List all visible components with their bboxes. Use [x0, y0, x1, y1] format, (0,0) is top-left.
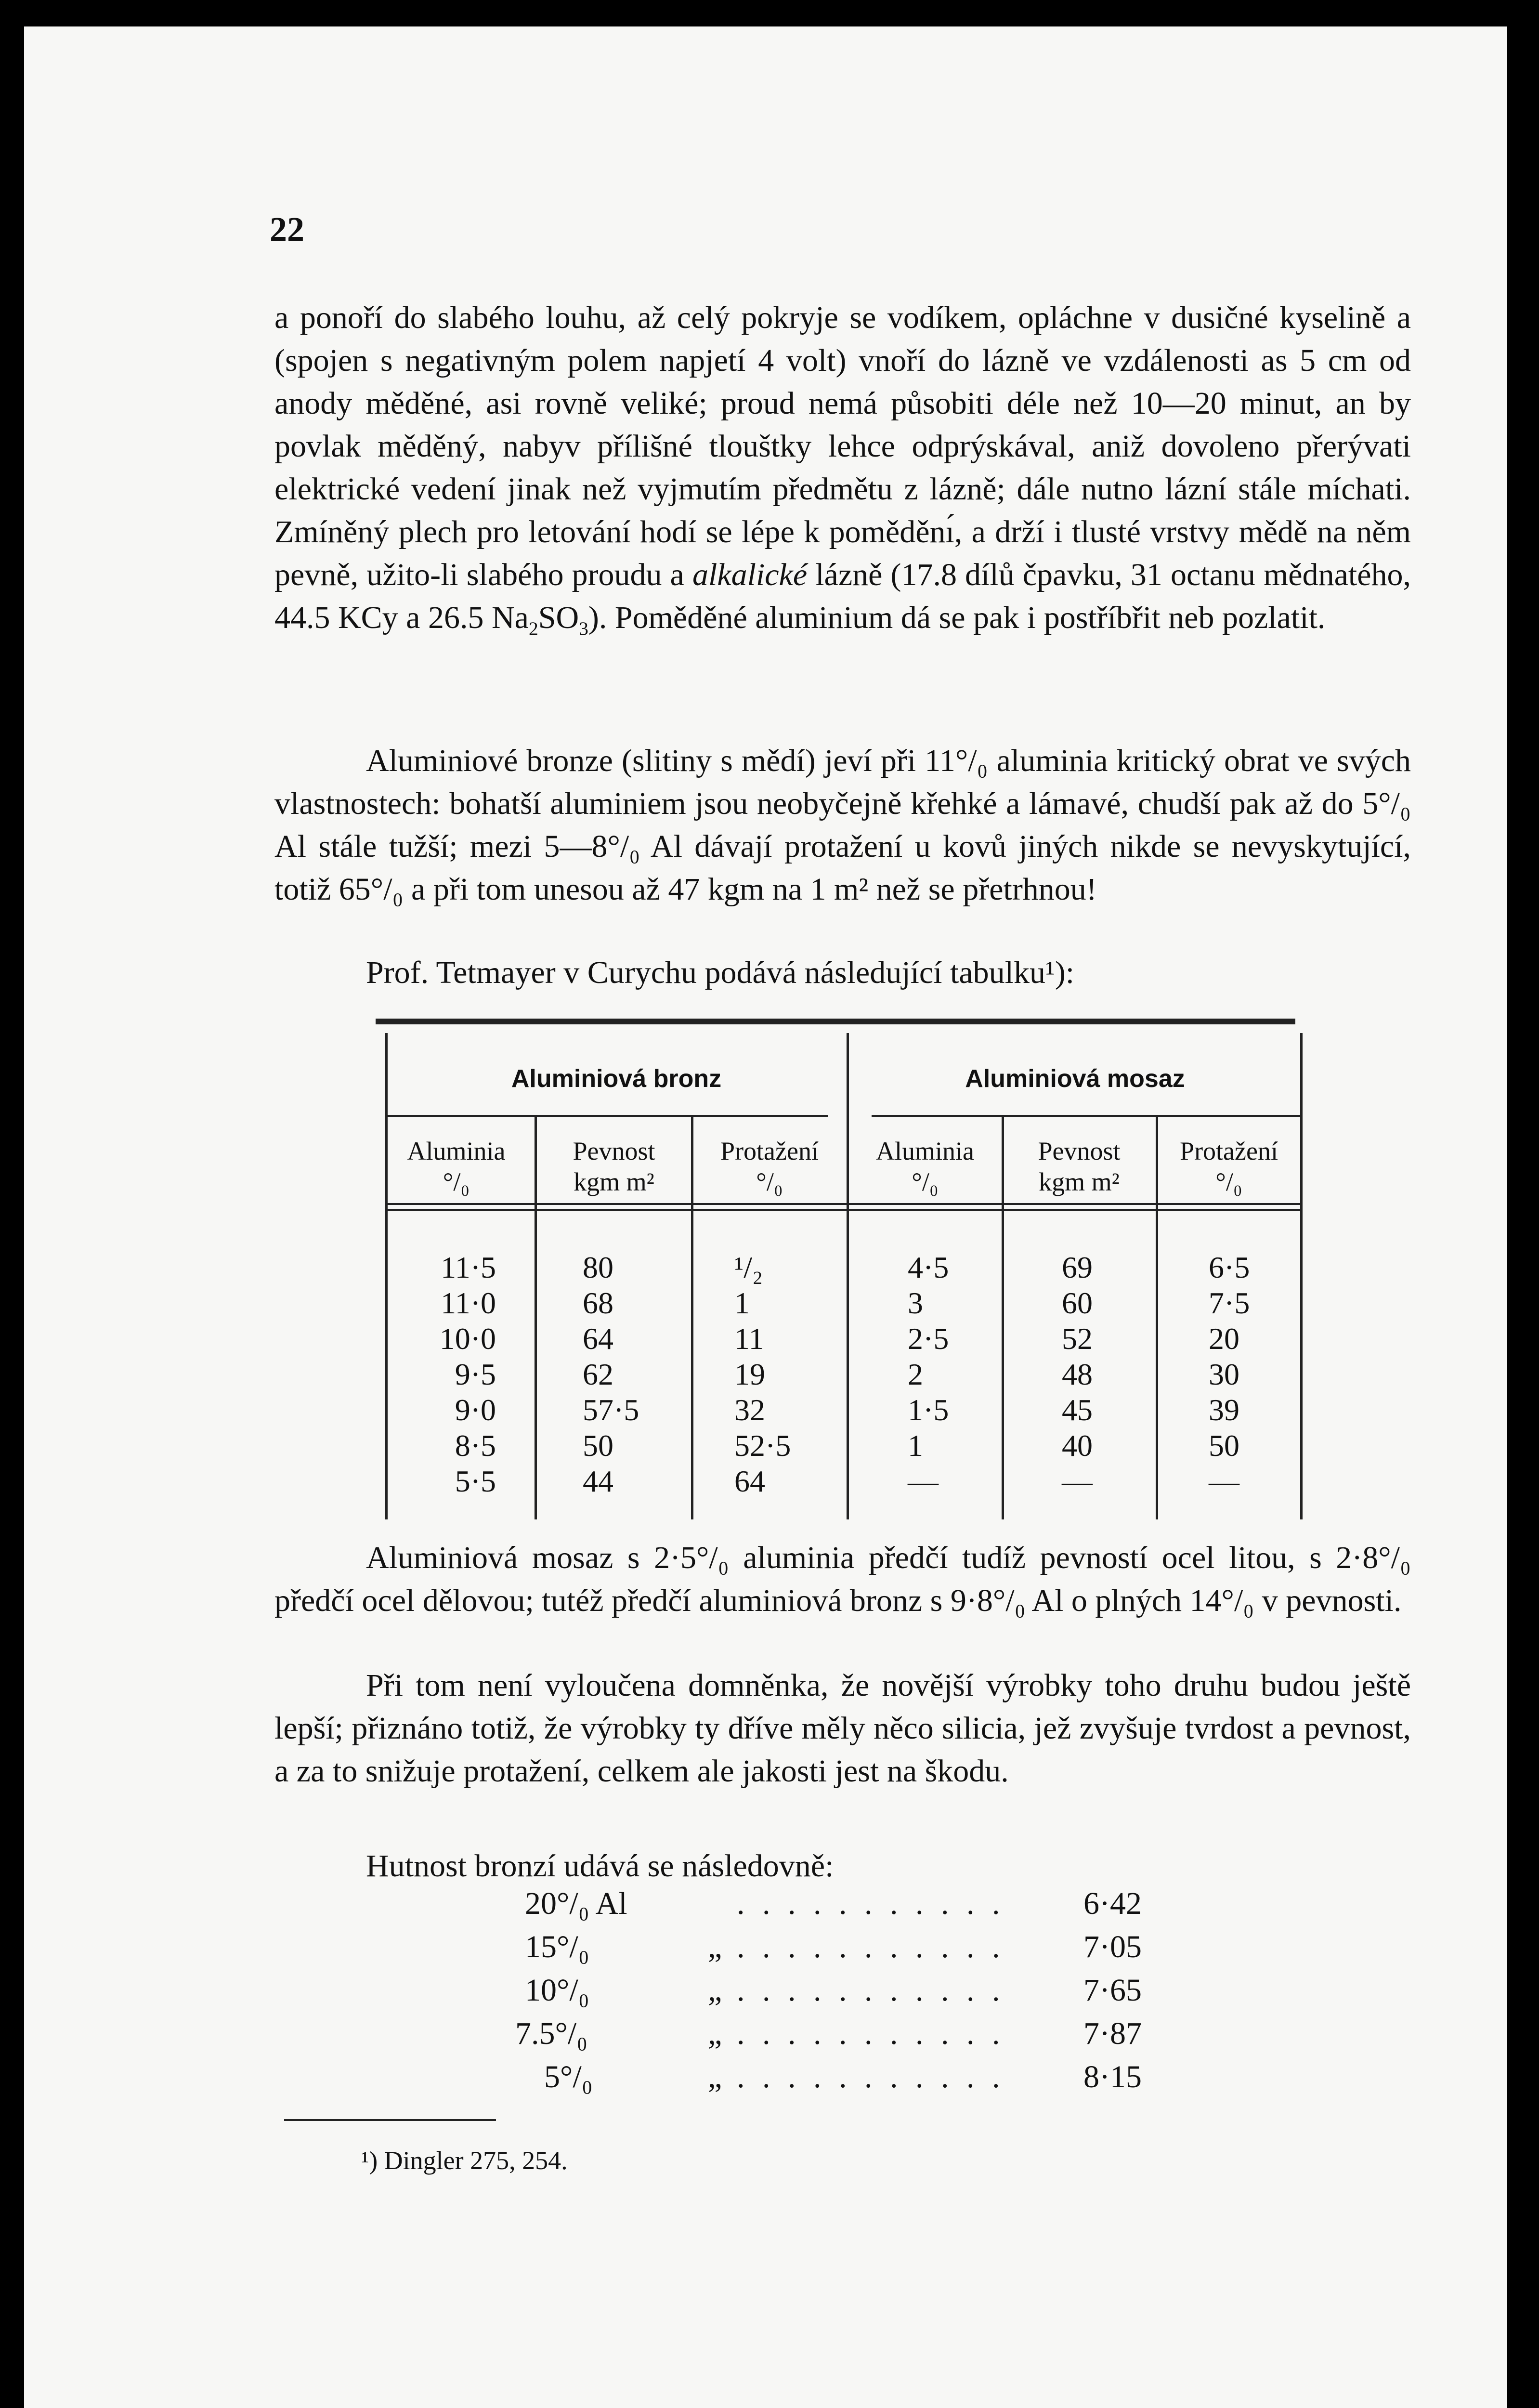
- cell: 32: [734, 1393, 765, 1427]
- cell: 64: [583, 1322, 613, 1356]
- col-bronz-pevnost: [583, 1250, 669, 1499]
- p2-text: Aluminiové bronze (slitiny s mědí) jeví při 11°/₀ aluminia kritický obrat ve svých vlastnostech: bohatší aluminiem jsou neobyčejně křehké a lámavé, chudší pak až do 5°/₀ Al stále tužší; mezi 5—8°/₀ Al dávají protažení u kovů jiných nikde se nevyskytující, totiž 65°/₀ a při tom unesou až 47 kgm na 1 m² než se přetrhnou!: [274, 743, 1411, 907]
- header-top: Aluminia: [876, 1137, 974, 1165]
- p1-italic: alkalické: [692, 557, 808, 592]
- cell: 8·5: [455, 1428, 496, 1463]
- leader-dots: . . . . . . . . . . .: [737, 2059, 1005, 2094]
- cell: 19: [734, 1357, 765, 1391]
- cell: 1·5: [908, 1393, 949, 1427]
- cell: 69: [1062, 1250, 1093, 1284]
- leader-dots: . . . . . . . . . . .: [737, 1929, 1005, 1964]
- cell: 3: [908, 1286, 923, 1320]
- paragraph-1: [274, 296, 1411, 639]
- density-label: 5°/₀: [544, 2059, 593, 2094]
- cell: 6·5: [1209, 1250, 1250, 1284]
- p5-text: Při tom není vyloučena domněnka, že novější výrobky toho druhu budou ještě lepší; přiznáno totiž, že výrobky ty dříve měly něco silicia, jež zvyšuje tvrdost a pevnost, a za to snižuje protažení, celkem ale jakosti jest na škodu.: [274, 1668, 1411, 1789]
- cell: 11·0: [441, 1286, 496, 1320]
- scanned-page: [24, 26, 1507, 2408]
- cell: 44: [583, 1464, 613, 1498]
- cell: 10·0: [439, 1322, 496, 1356]
- cell: 57·5: [583, 1393, 639, 1427]
- header-bottom: °/₀: [1215, 1167, 1242, 1196]
- cell: 80: [583, 1250, 613, 1284]
- tetmayer-table: [342, 1019, 1305, 1519]
- col-mosaz-protazeni: [1209, 1250, 1295, 1499]
- paragraph-6: [274, 1845, 1411, 1887]
- cell: 1: [734, 1286, 750, 1320]
- leader-dots: . . . . . . . . . . .: [737, 1973, 1005, 2008]
- density-value: 6·42: [1083, 1886, 1142, 1921]
- density-row: [506, 1885, 1180, 1924]
- density-value: 7·65: [1083, 1973, 1142, 2008]
- cell: 64: [734, 1464, 765, 1498]
- ditto-mark: „: [708, 2059, 722, 2094]
- col-header-bronz-aluminia: [376, 1136, 537, 1197]
- col-header-bronz-protazeni: [692, 1136, 847, 1197]
- density-value: 7·05: [1083, 1929, 1142, 1964]
- table-header-rule: [385, 1209, 1303, 1211]
- cell: 7·5: [1209, 1286, 1250, 1320]
- p4-text: Aluminiová mosaz s 2·5°/₀ aluminia předčí tudíž pevností ocel litou, s 2·8°/₀ předčí ocel dělovou; tutéž předčí aluminiová bronz s 9·8°/₀ Al o plných 14°/₀ v pevnosti.: [274, 1540, 1411, 1618]
- paragraph-3: [274, 951, 1411, 994]
- table-header-rule: [385, 1203, 1303, 1205]
- cell: 68: [583, 1286, 613, 1320]
- col-header-mosaz-protazeni: [1157, 1136, 1301, 1197]
- p3-text: Prof. Tetmayer v Curychu podává následující tabulku¹):: [366, 955, 1075, 990]
- cell: 62: [583, 1357, 613, 1391]
- cell: 20: [1209, 1322, 1239, 1356]
- density-label: 10°/₀: [525, 1973, 589, 2008]
- density-label: 7.5°/₀: [515, 2016, 588, 2051]
- table-group-divider: [847, 1033, 849, 1519]
- ditto-mark: „: [708, 2016, 722, 2051]
- cell: 1: [908, 1428, 923, 1463]
- density-label: 20°/₀ Al: [525, 1886, 627, 1921]
- leader-dots: . . . . . . . . . . .: [737, 2016, 1005, 2051]
- footnote-rule: [284, 2119, 496, 2121]
- table-top-rule: [376, 1019, 1295, 1024]
- cell: 11: [734, 1322, 764, 1356]
- cell: 48: [1062, 1357, 1093, 1391]
- table-group-rule: [872, 1115, 1300, 1117]
- header-top: Aluminia: [407, 1137, 506, 1165]
- col-header-bronz-pevnost: [537, 1136, 691, 1197]
- header-top: Pevnost: [1038, 1137, 1121, 1165]
- cell: ¹/₂: [734, 1250, 763, 1284]
- col-bronz-aluminia: [429, 1250, 496, 1499]
- ditto-mark: „: [708, 1929, 722, 1964]
- group-header-bronz: Aluminiová bronz: [511, 1065, 722, 1093]
- leader-dots: . . . . . . . . . . .: [737, 1886, 1005, 1921]
- cell: 50: [1209, 1428, 1239, 1463]
- ditto-mark: „: [708, 1973, 722, 2008]
- cell: —: [908, 1464, 939, 1498]
- cell: 9·0: [455, 1393, 496, 1427]
- p6-text: Hutnost bronzí udává se následovně:: [366, 1848, 834, 1884]
- header-top: Protažení: [720, 1137, 819, 1165]
- header-bottom: °/₀: [756, 1167, 783, 1196]
- page-number: 22: [270, 210, 304, 249]
- p1-sub1: 2: [528, 618, 538, 640]
- col-header-mosaz-aluminia: [848, 1136, 1002, 1197]
- header-top: Pevnost: [573, 1137, 655, 1165]
- cell: 52: [1062, 1322, 1093, 1356]
- group-header-mosaz: Aluminiová mosaz: [965, 1065, 1185, 1093]
- table-left-border: [385, 1033, 388, 1519]
- p1-sub2: 3: [579, 618, 588, 640]
- cell: 30: [1209, 1357, 1239, 1391]
- cell: —: [1062, 1464, 1093, 1498]
- density-row: [506, 2015, 1180, 2054]
- cell: 60: [1062, 1286, 1093, 1320]
- p1-after: lázně (17.8 dílů čpavku, 31 octanu mědnatého, 44.5 KCy a 26.5 Na: [274, 557, 1411, 635]
- cell: 52·5: [734, 1428, 791, 1463]
- cell: 11·5: [441, 1250, 496, 1284]
- cell: 50: [583, 1428, 613, 1463]
- cell: 9·5: [455, 1357, 496, 1391]
- paragraph-2: [274, 739, 1411, 911]
- density-row: [506, 2059, 1180, 2097]
- col-mosaz-aluminia: [908, 1250, 994, 1499]
- cell: 2: [908, 1357, 923, 1391]
- density-value: 8·15: [1083, 2059, 1142, 2094]
- p1-mid: SO: [538, 600, 579, 635]
- cell: 4·5: [908, 1250, 949, 1284]
- header-bottom: °/₀: [443, 1167, 470, 1196]
- p1-text: a ponoří do slabého louhu, až celý pokryje se vodíkem, opláchne v dusičné kyselině a (spojen s negativným polem napjetí 4 volt) vnoří do lázně ve vzdálenosti as 5 cm od anody měděné, asi rovně veliké; proud nemá působiti déle než 10—20 minut, an by povlak měděný, nabyv přílišné tlouštky lehce odprýskával, aniž dovoleno přerývati elektrické vedení jinak než vyjmutím předmětu z lázně; dále nutno lázní stále míchati. Zmíněný plech pro letování hodí se lépe k poměděnı́, a drží i tlusté vrstvy mědě na něm pevně, užito-li slabého proudu a: [274, 300, 1411, 592]
- col-bronz-protazeni: [734, 1250, 821, 1499]
- density-label: 15°/₀: [525, 1929, 589, 1964]
- footnote: ¹) Dingler 275, 254.: [361, 2146, 568, 2175]
- cell: —: [1209, 1464, 1239, 1498]
- table-right-border: [1300, 1033, 1303, 1519]
- density-value: 7·87: [1083, 2016, 1142, 2051]
- density-row: [506, 1972, 1180, 2011]
- header-bottom: kgm m²: [1039, 1167, 1120, 1196]
- p1-end: ). Poměděné aluminium dá se pak i postříbřit neb pozlatit.: [588, 600, 1326, 635]
- header-bottom: kgm m²: [574, 1167, 654, 1196]
- header-bottom: °/₀: [912, 1167, 939, 1196]
- paragraph-4: [274, 1536, 1411, 1622]
- col-mosaz-pevnost: [1062, 1250, 1148, 1499]
- cell: 5·5: [455, 1464, 496, 1498]
- header-top: Protažení: [1180, 1137, 1278, 1165]
- cell: 45: [1062, 1393, 1093, 1427]
- density-row: [506, 1929, 1180, 1967]
- cell: 2·5: [908, 1322, 949, 1356]
- table-group-rule: [385, 1115, 828, 1117]
- col-header-mosaz-pevnost: [1003, 1136, 1156, 1197]
- paragraph-5: [274, 1664, 1411, 1793]
- cell: 40: [1062, 1428, 1093, 1463]
- cell: 39: [1209, 1393, 1239, 1427]
